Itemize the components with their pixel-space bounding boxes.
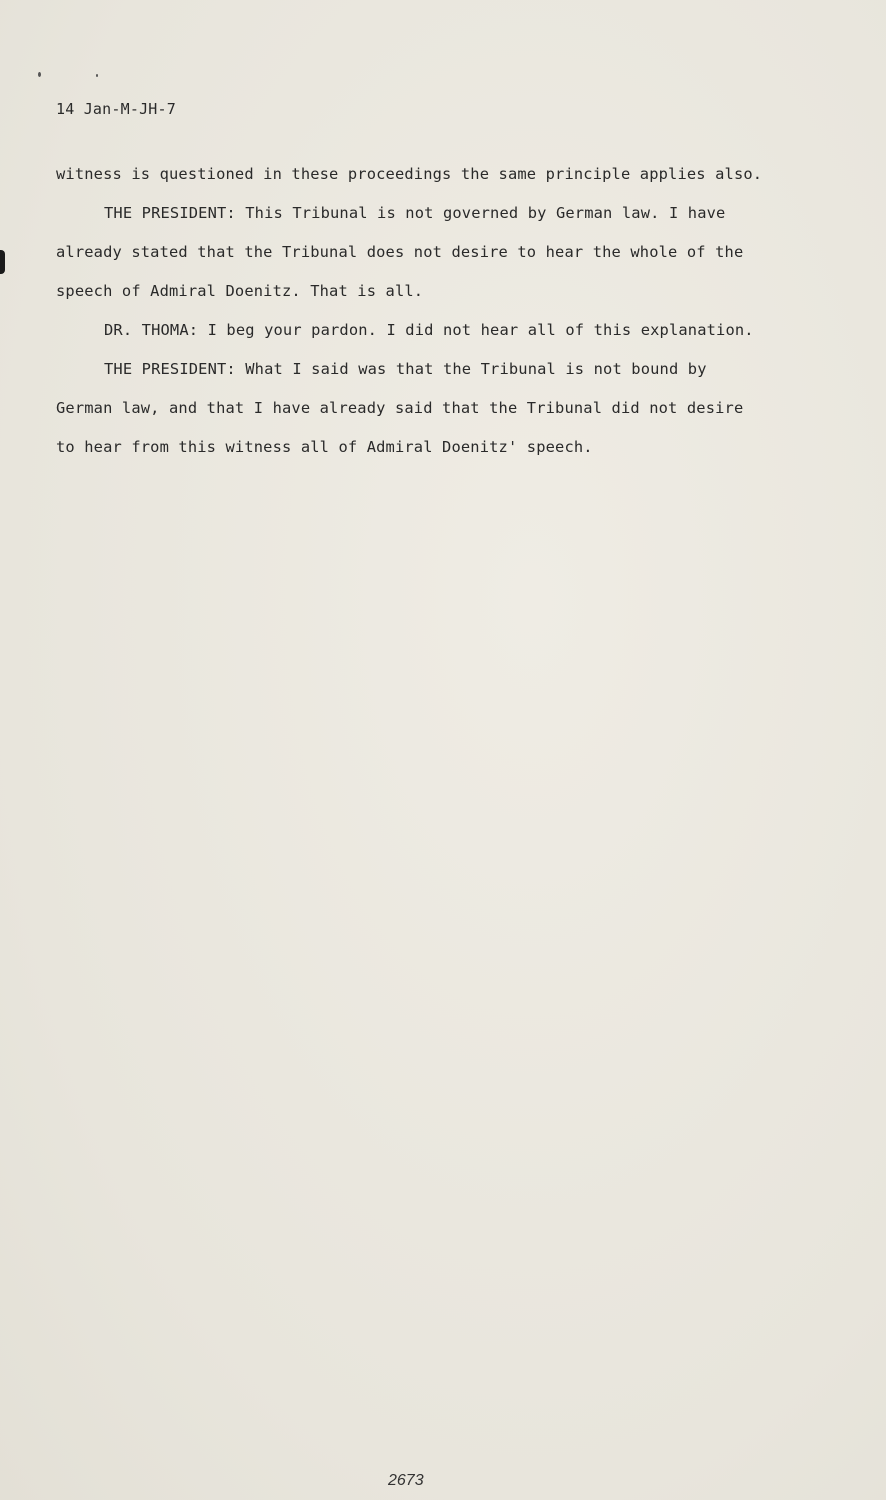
transcript-line: to hear from this witness all of Admiral Doenitz' speech. (56, 438, 593, 456)
page-header: 14 Jan-M-JH-7 (56, 100, 176, 118)
ink-speck (38, 72, 41, 77)
ink-speck (96, 74, 98, 77)
transcript-line: THE PRESIDENT: This Tribunal is not governed by German law. I have (104, 204, 726, 222)
transcript-body (56, 155, 816, 467)
binding-edge-mark (0, 250, 5, 274)
transcript-line: already stated that the Tribunal does not desire to hear the whole of the (56, 243, 744, 261)
transcript-line: German law, and that I have already said that the Tribunal did not desire (56, 399, 744, 417)
transcript-line: speech of Admiral Doenitz. That is all. (56, 282, 424, 300)
transcript-line: witness is questioned in these proceedings the same principle applies also. (56, 165, 763, 183)
transcript-line: DR. THOMA: I beg your pardon. I did not hear all of this explanation. (104, 321, 754, 339)
page-number: 2673 (388, 1472, 424, 1489)
transcript-line: THE PRESIDENT: What I said was that the Tribunal is not bound by (104, 360, 707, 378)
